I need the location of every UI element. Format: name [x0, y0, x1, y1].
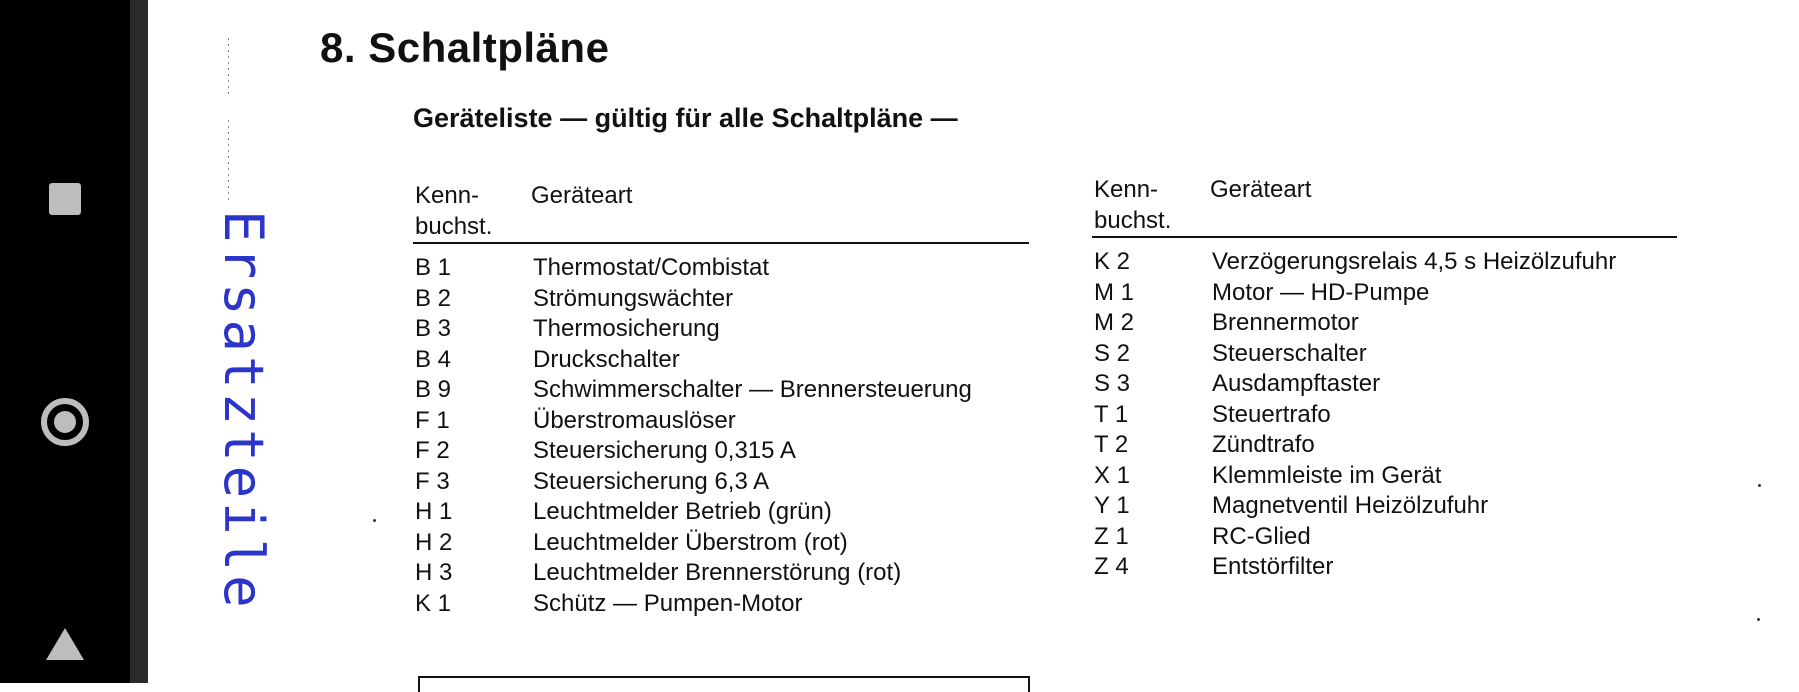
- table-row: [1092, 552, 1677, 583]
- device-code: K 1: [415, 589, 452, 617]
- rows-left: [413, 244, 1029, 619]
- device-type: Entstörfilter: [1212, 553, 1334, 580]
- table-row: [1092, 247, 1677, 278]
- device-type: Druckschalter: [533, 345, 680, 373]
- stamp-text: Ersatzteile: [212, 210, 275, 612]
- diagram-frame-edge: [418, 676, 1030, 692]
- header-code-line1: Kenn-: [1094, 176, 1159, 203]
- device-type: Verzögerungsrelais 4,5 s Heizölzufuhr: [1212, 248, 1617, 275]
- device-code: B 4: [415, 345, 452, 373]
- device-type: Magnetventil Heizölzufuhr: [1212, 492, 1489, 519]
- device-code: Y 1: [1094, 492, 1130, 519]
- table-row: [413, 589, 1029, 620]
- header-code-line2: buchst.: [1094, 207, 1172, 234]
- device-type: Zündtrafo: [1212, 431, 1315, 458]
- device-type: Schwimmerschalter — Brennersteuerung: [533, 376, 972, 403]
- page-title: 8. Schaltpläne: [320, 24, 610, 71]
- rows-right: [1092, 238, 1677, 583]
- device-type: Leuchtmelder Betrieb (grün): [533, 498, 832, 525]
- device-type: RC-Glied: [1212, 522, 1311, 550]
- device-code: H 2: [415, 528, 453, 556]
- margin-dots: [228, 38, 229, 98]
- table-row: [413, 558, 1029, 589]
- header-code: [1094, 174, 1204, 236]
- device-code: H 3: [415, 559, 453, 586]
- back-button[interactable]: [0, 628, 130, 660]
- table-row: [413, 345, 1029, 376]
- home-icon: [41, 398, 89, 446]
- table-row: [1092, 461, 1677, 492]
- device-code: M 2: [1094, 309, 1135, 336]
- device-type: Thermosicherung: [533, 315, 720, 342]
- device-type: Leuchtmelder Brennerstörung (rot): [533, 559, 902, 586]
- scan-speck: [373, 519, 376, 522]
- device-code: Z 4: [1094, 553, 1129, 580]
- table-row: [413, 284, 1029, 315]
- table-row: [1092, 491, 1677, 522]
- navigation-bar: [0, 0, 130, 683]
- header-code: [415, 180, 525, 242]
- device-type: Leuchtmelder Überstrom (rot): [533, 528, 848, 556]
- device-code: B 9: [415, 376, 452, 403]
- device-list-left: [413, 180, 1029, 619]
- device-code: H 1: [415, 498, 453, 525]
- table-row: [413, 528, 1029, 559]
- device-code: S 2: [1094, 339, 1131, 367]
- table-row: [413, 467, 1029, 498]
- device-list-right: [1092, 174, 1677, 583]
- device-type: Steuertrafo: [1212, 400, 1331, 428]
- table-row: [1092, 522, 1677, 553]
- device-code: Z 1: [1094, 522, 1129, 550]
- device-type: Schütz — Pumpen-Motor: [533, 589, 803, 617]
- device-code: B 3: [415, 315, 452, 342]
- recents-button[interactable]: [0, 183, 130, 215]
- device-type: Thermostat/Combistat: [533, 254, 770, 281]
- margin-dots: [228, 120, 229, 200]
- table-row: [413, 406, 1029, 437]
- table-row: [413, 314, 1029, 345]
- device-code: T 2: [1094, 431, 1129, 458]
- device-code: M 1: [1094, 278, 1135, 306]
- device-type: Steuersicherung 0,315 A: [533, 437, 796, 464]
- device-type: Brennermotor: [1212, 309, 1359, 336]
- table-row: [1092, 308, 1677, 339]
- table-header: [1092, 174, 1677, 236]
- table-row: [413, 436, 1029, 467]
- table-row: [413, 253, 1029, 284]
- device-code: B 2: [415, 284, 452, 312]
- device-code: F 2: [415, 437, 450, 464]
- header-type: Geräteart: [1210, 176, 1312, 203]
- device-type: Motor — HD-Pumpe: [1212, 278, 1430, 306]
- table-row: [1092, 339, 1677, 370]
- device-type: Ausdampftaster: [1212, 370, 1381, 397]
- device-type: Strömungswächter: [533, 284, 734, 312]
- device-type: Steuersicherung 6,3 A: [533, 467, 770, 495]
- device-code: F 3: [415, 467, 450, 495]
- home-button[interactable]: [0, 398, 130, 446]
- table-row: [1092, 400, 1677, 431]
- recents-icon: [49, 183, 81, 215]
- subtitle: Geräteliste — gültig für alle Schaltpläne —: [413, 103, 958, 133]
- table-row: [413, 375, 1029, 406]
- device-type: Überstromauslöser: [533, 406, 736, 434]
- table-row: [1092, 430, 1677, 461]
- device-type: Steuerschalter: [1212, 339, 1367, 367]
- device-type: Klemmleiste im Gerät: [1212, 461, 1442, 489]
- device-code: K 2: [1094, 248, 1131, 275]
- device-code: S 3: [1094, 370, 1131, 397]
- table-row: [1092, 278, 1677, 309]
- device-code: X 1: [1094, 461, 1131, 489]
- device-code: F 1: [415, 406, 450, 434]
- header-type: Geräteart: [531, 182, 633, 209]
- navigation-divider: [130, 0, 148, 683]
- table-row: [413, 497, 1029, 528]
- scan-speck: [1758, 484, 1761, 487]
- device-code: T 1: [1094, 400, 1129, 428]
- table-row: [1092, 369, 1677, 400]
- back-icon: [46, 628, 84, 660]
- header-code-line2: buchst.: [415, 213, 493, 240]
- scan-speck: [1757, 618, 1760, 621]
- device-code: B 1: [415, 254, 452, 281]
- header-code-line1: Kenn-: [415, 182, 480, 209]
- table-header: [413, 180, 1029, 242]
